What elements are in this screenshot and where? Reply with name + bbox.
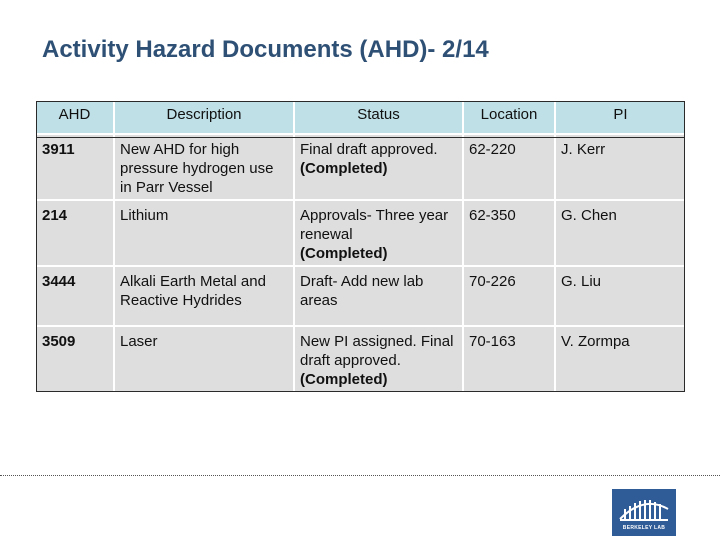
header-divider <box>36 137 685 138</box>
cell-pi: G. Liu <box>556 267 685 327</box>
cell-ahd: 3444 <box>36 267 115 327</box>
cell-location: 62-220 <box>464 135 556 201</box>
cell-description: Lithium <box>115 201 295 267</box>
cell-status <box>295 201 464 267</box>
header-status: Status <box>295 101 464 135</box>
table-header-row <box>36 101 685 135</box>
ahd-table <box>36 101 685 393</box>
table-row <box>36 201 685 267</box>
table-row <box>36 135 685 201</box>
cell-ahd: 214 <box>36 201 115 267</box>
cell-status <box>295 327 464 393</box>
cell-ahd: 3911 <box>36 135 115 201</box>
cell-description: Laser <box>115 327 295 393</box>
header-description: Description <box>115 101 295 135</box>
cell-location: 62-350 <box>464 201 556 267</box>
cell-pi: G. Chen <box>556 201 685 267</box>
status-completed: (Completed) <box>300 371 388 388</box>
cell-status <box>295 135 464 201</box>
page-title: Activity Hazard Documents (AHD)- 2/14 <box>42 36 489 63</box>
table-row <box>36 267 685 327</box>
logo-text: BERKELEY LAB <box>622 525 666 531</box>
berkeley-lab-logo-icon <box>612 489 676 536</box>
status-text: Draft- Add new lab areas <box>300 273 424 309</box>
header-location: Location <box>464 101 556 135</box>
cell-pi: V. Zormpa <box>556 327 685 393</box>
footer-divider <box>0 475 720 476</box>
header-pi: PI <box>556 101 685 135</box>
status-text: Final draft approved. <box>300 141 438 158</box>
cell-description: Alkali Earth Metal and Reactive Hydrides <box>115 267 295 327</box>
status-text: Approvals- Three year renewal <box>300 207 449 243</box>
cell-description: New AHD for high pressure hydrogen use in Parr Vessel <box>115 135 295 201</box>
header-ahd: AHD <box>36 101 115 135</box>
cell-location: 70-226 <box>464 267 556 327</box>
cell-ahd: 3509 <box>36 327 115 393</box>
cell-location: 70-163 <box>464 327 556 393</box>
cell-pi: J. Kerr <box>556 135 685 201</box>
cell-status <box>295 267 464 327</box>
status-completed: (Completed) <box>300 160 388 177</box>
status-completed: (Completed) <box>300 245 388 262</box>
table-row <box>36 327 685 393</box>
status-text: New PI assigned. Final draft approved. <box>300 333 454 369</box>
